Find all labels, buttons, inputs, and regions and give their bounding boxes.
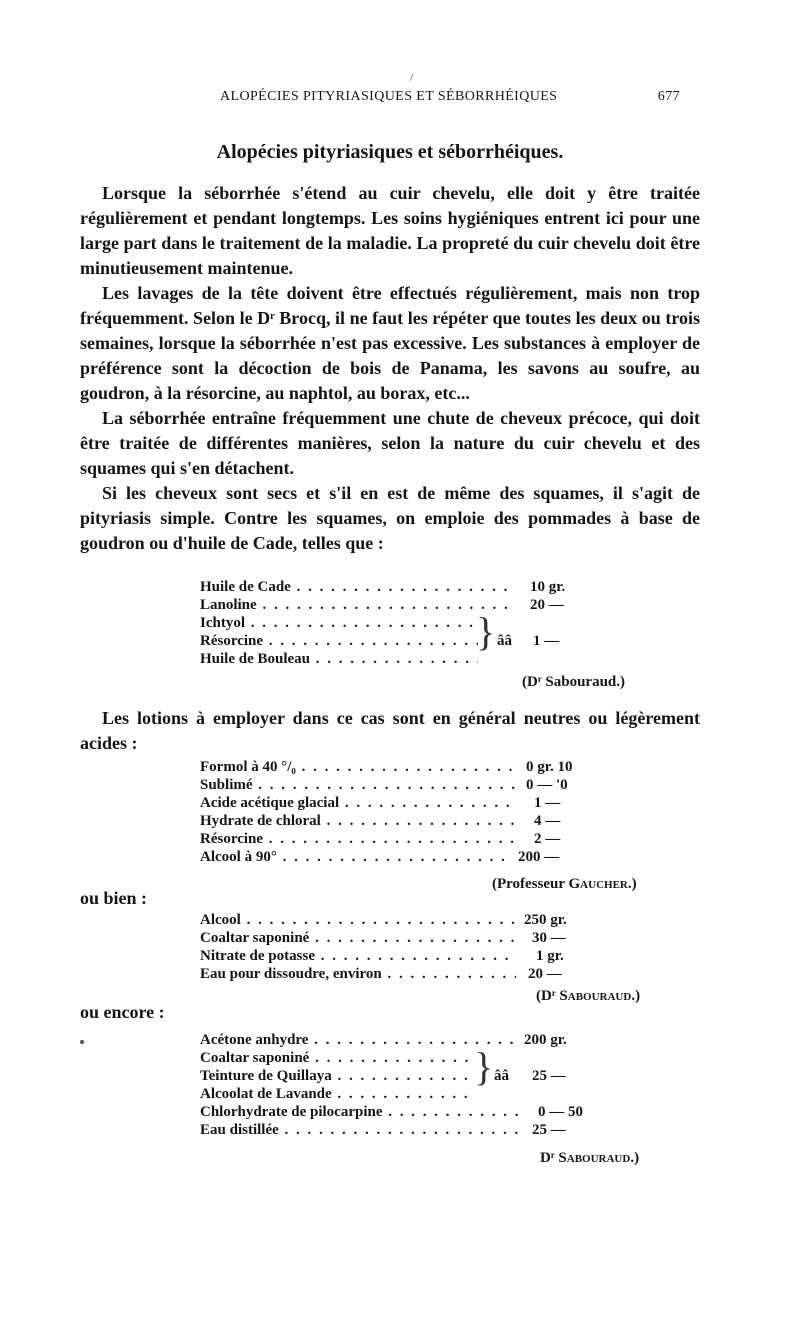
running-header — [80, 89, 680, 113]
formula-3 — [200, 911, 620, 983]
formula-row — [200, 650, 600, 668]
formula-row — [200, 1103, 620, 1121]
ingredient-name: Eau pour dissoudre, environ . . . — [200, 965, 516, 983]
attribution-author: Sabouraud — [559, 988, 632, 1004]
attribution-2: (Professeur Gaucher.) — [492, 876, 637, 892]
ingredient-name: Résorcine . . . — [200, 830, 518, 848]
ingredient-name: Chlorhydrate de pilocarpine . . . — [200, 1103, 518, 1121]
formula-row — [200, 830, 620, 848]
ingredient-name: Alcoolat de Lavande . . . — [200, 1085, 476, 1103]
body-text — [80, 181, 700, 556]
ingredient-name: Acide acétique glacial . . . — [200, 794, 518, 812]
ingredient-name: Alcool . . . — [200, 911, 516, 929]
formula-4 — [200, 1031, 620, 1139]
formula-row — [200, 758, 620, 776]
formula-row — [200, 947, 620, 965]
ingredient-qty: 30 — — [532, 930, 566, 946]
paragraph-2: Les lavages de la tête doivent être effectués régulièrement, mais non trop fréquemment. Selon le Dʳ Brocq, il ne faut les répéter que toutes les deux ou trois semaines, lorsque la séborrhée n'est pas excessive. Les substances à employer de préférence sont la décoction de bois de Panama, les savons au soufre, au goudron, à la résorcine, au naphtol, au borax, etc... — [80, 283, 700, 403]
connector-ou-bien: ou bien : — [80, 888, 148, 908]
ingredient-qty: 10 gr. — [530, 579, 566, 595]
ingredient-name: Huile de Cade . . . — [200, 578, 510, 596]
paragraph-lotions: Les lotions à employer dans ce cas sont en général neutres ou légèrement acides : — [80, 708, 700, 753]
ingredient-qty: 200 gr. — [524, 1032, 567, 1048]
ingredient-qty: 2 — — [534, 831, 561, 847]
formula-row — [200, 911, 620, 929]
ingredient-name: Sublimé . . . — [200, 776, 518, 794]
ingredient-name: Coaltar saponiné . . . — [200, 929, 516, 947]
formula-row — [200, 776, 620, 794]
formula-row — [200, 1031, 620, 1049]
formula-row — [200, 1049, 620, 1067]
brace: } — [474, 1044, 494, 1089]
ingredient-qty: 4 — — [534, 813, 561, 829]
ingredient-name: Eau distillée . . . — [200, 1121, 518, 1139]
ingredient-qty: 25 — — [532, 1122, 566, 1138]
formula-row — [200, 794, 620, 812]
ingredient-name: Alcool à 90° . . . — [200, 848, 510, 866]
formula-row — [200, 965, 620, 983]
body-text-lotions — [80, 706, 700, 756]
formula-row — [200, 812, 620, 830]
aa-mark: ââ — [497, 633, 512, 649]
ingredient-name: Ichtyol . . . — [200, 614, 478, 632]
aa-qty: 25 — — [532, 1068, 566, 1084]
formula-1 — [200, 578, 600, 668]
ingredient-qty: 250 gr. — [524, 912, 567, 928]
formula-2 — [200, 758, 620, 866]
ingredient-name: Coaltar saponiné . . . — [200, 1049, 476, 1067]
ingredient-name: Teinture de Quillaya . . . — [200, 1067, 476, 1085]
ingredient-name: Résorcine . . . — [200, 632, 478, 650]
formula-row — [200, 848, 620, 866]
attribution-1: (Dʳ Sabouraud.) — [522, 674, 626, 690]
paragraph-1: Lorsque la séborrhée s'étend au cuir chevelu, elle doit y être traitée régulièrement et pendant longtemps. Les soins hygiéniques entrent ici pour une large part dans le traitement de la maladie. La propreté du cuir chevelu doit être minutieusement maintenue. — [80, 183, 700, 278]
attribution-author: Sabouraud — [558, 1150, 631, 1166]
formula-row — [200, 596, 600, 614]
ink-speck — [80, 1040, 84, 1044]
connector-ou-encore: ou encore : — [80, 1002, 165, 1022]
aa-mark: ââ — [494, 1068, 509, 1084]
attribution-4: Dʳ Sabouraud.) — [540, 1150, 640, 1166]
ingredient-qty: 200 — — [518, 849, 560, 865]
formula-row — [200, 578, 600, 596]
aa-qty: 1 — — [533, 633, 560, 649]
formula-row — [200, 1085, 620, 1103]
ingredient-name: Hydrate de chloral . . . — [200, 812, 518, 830]
ingredient-qty: 0 gr. 10 — [526, 759, 573, 775]
ingredient-name: Huile de Bouleau . . . — [200, 650, 478, 668]
attribution-3: (Dʳ Sabouraud.) — [536, 988, 641, 1004]
ingredient-qty: 1 gr. — [536, 948, 564, 964]
formula-row — [200, 1121, 620, 1139]
paragraph-4: Si les cheveux sont secs et s'il en est de même des squames, il s'agit de pityriasis simple. Contre les squames, on emploie des pommades à base de goudron ou d'huile de Cade, telles que : — [80, 483, 700, 553]
page-number: 677 — [657, 89, 680, 104]
attribution-author: Gaucher — [568, 876, 628, 892]
ingredient-qty: 1 — — [534, 795, 561, 811]
ingredient-qty: 0 — '0 — [526, 777, 568, 793]
ingredient-qty: 20 — — [528, 966, 562, 982]
ingredient-name: Nitrate de potasse . . . — [200, 947, 516, 965]
brace: } — [476, 609, 496, 654]
ingredient-name: Lanoline . . . — [200, 596, 510, 614]
section-title: Alopécies pityriasiques et séborrhéiques. — [216, 141, 564, 163]
ingredient-qty: 20 — — [530, 597, 564, 613]
pencil-mark: / — [410, 70, 414, 84]
ingredient-name: Formol à 40 °/₀ . . . — [200, 758, 518, 776]
ingredient-qty: 0 — 50 — [538, 1104, 583, 1120]
ingredient-name: Acétone anhydre . . . — [200, 1031, 518, 1049]
running-title: ALOPÉCIES PITYRIASIQUES ET SÉBORRHÉIQUES — [220, 89, 558, 104]
formula-row — [200, 929, 620, 947]
formula-row — [200, 614, 600, 632]
paragraph-3: La séborrhée entraîne fréquemment une chute de cheveux précoce, qui doit être traitée de différentes manières, selon la nature du cuir chevelu et des squames qui s'en détachent. — [80, 408, 700, 478]
